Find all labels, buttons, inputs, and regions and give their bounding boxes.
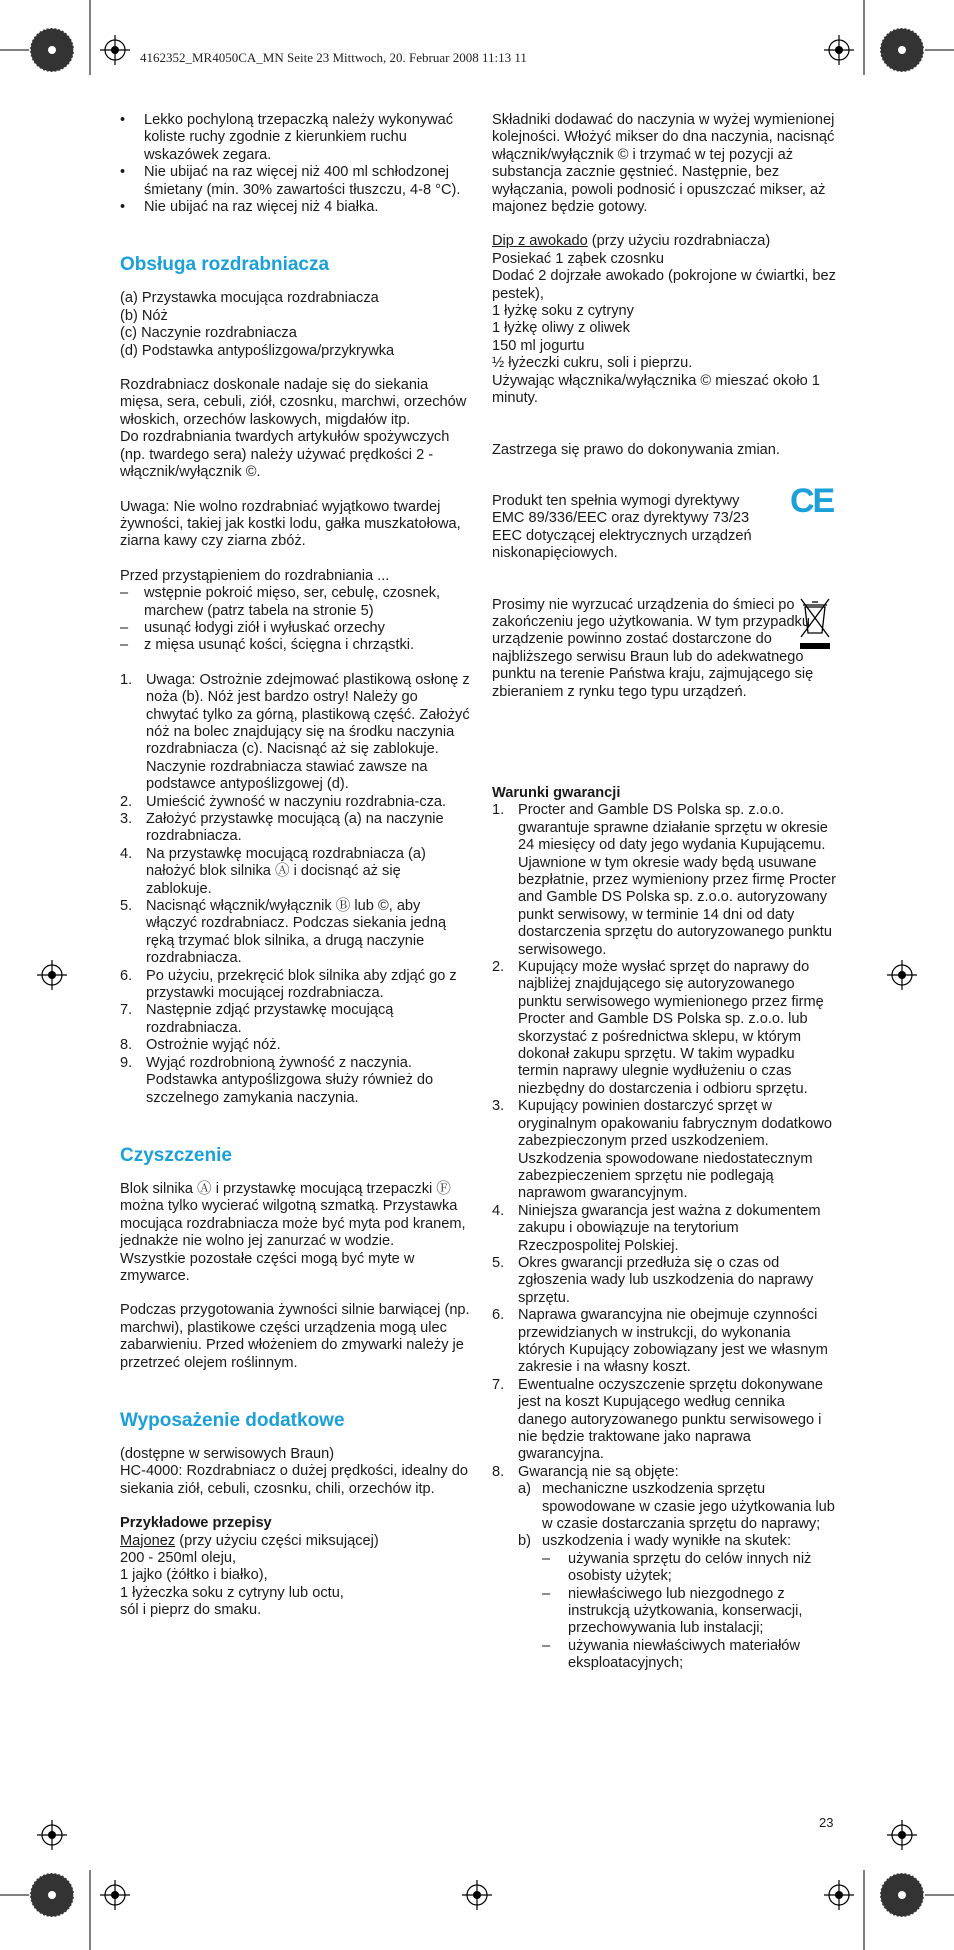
list-item: 8. Ostrożnie wyjąć nóż. [120,1037,281,1054]
left-column [120,112,470,1620]
recipe-line: Dodać 2 dojrzałe awokado (pokrojone w ćwiartki, bez pestek), [492,268,836,302]
print-header: 4162352_MR4050CA_MN Seite 23 Mittwoch, 20. Februar 2008 11:13 11 [140,50,527,65]
list-item: – wstępnie pokroić mięso, ser, cebulę, czosnek, marchew (patrz tabela na stronie 5) [120,585,470,620]
list-item: 9. Wyjąć rozdrobnioną żywność z naczynia. Podstawka antypoślizgowa służy również do szczelnego zamykania naczynia. [120,1054,434,1106]
paragraph: Podczas przygotowania żywności silnie barwiącej (np. marchwi), plastikowe części urządzenia mogą ulec zabarwieniu. Przed włożeniem do zmywarki należy je przetrzeć olejem roślinnym. [120,1302,470,1371]
list-item: – niewłaściwego lub niezgodnego z instrukcją użytkowania, konserwacji, przechowywania lub instalacji; [542,1586,837,1638]
recipe-heading: Majonez (przy użyciu części miksującej) [120,1532,379,1549]
list-item: 2. Umieścić żywność w naczyniu rozdrabnia-cza. [120,793,447,810]
recipe-line: ½ łyżeczki cukru, soli i pieprzu. [492,355,693,372]
list-item: 6. Naprawa gwarancyjna nie obejmuje czynności przewidzianych w instrukcji, do wykonania których Kupujący zobowiązany jest we własnym zakresie i na własny koszt. [492,1307,828,1376]
part-label: (b) Nóż [120,307,168,324]
list-item: • Lekko pochyloną trzepaczką należy wykonywać koliste ruchy zgodnie z kierunkiem ruchu wskazówek zegara. [120,112,470,164]
ce-block [492,481,837,563]
recipe-line: sól i pieprz do smaku. [120,1602,262,1619]
recipe-line: 200 - 250ml oleju, [120,1550,237,1566]
steps-list [120,672,470,1107]
part-label: (a) Przystawka mocująca rozdrabniacza [120,290,379,307]
list-item: 5. Nacisnąć włącznik/wyłącznik Ⓑ lub ©, aby włączyć rozdrabniacz. Podczas siekania jedną ręką trzymać blok silnika, a drugą naczynie rozdrabniacza. [120,898,447,967]
list-item: 1. Procter and Gamble DS Polska sp. z.o.o. gwarantuje sprawne działanie sprzętu w okresie 24 miesięcy od daty jego wydania Kupującemu. Ujawnione w tym okresie wady będą usuwane bezpłatnie, przez wymieniony przez firmę Procter and Gamble DS Polska sp. z.o.o. autoryzowany punkt serwisowy, w terminie 14 dni od daty dostarczenia sprzętu do autoryzowanego punktu serwisowego. [492,802,836,958]
paragraph: Wszystkie pozostałe części mogą być myte w zmywarce. [120,1250,415,1284]
recipe-line: 150 ml jogurtu [492,337,585,354]
list-item: 2. Kupujący może wysłać sprzęt do naprawy do najbliżej znajdującego się autoryzowanego punktu serwisowego wymienionego przez firmę Procter and Gamble DS Polska sp. z.o.o. lub skorzystać z pośrednictwa sklepu, w którym dokonał zakupu sprzętu. W takim wypadku termin naprawy ulegnie wydłużeniu o czas niezbędny do dostarczenia i odbioru sprzętu. [492,959,824,1097]
list-item: 6. Po użyciu, przekręcić blok silnika aby zdjąć go z przystawki mocującej rozdrabniacza. [120,967,457,1002]
list-item: – usunąć łodygi ziół i wyłuskać orzechy [120,620,470,637]
ce-text: Produkt ten spełnia wymogi dyrektywy EMC 89/336/EEC oraz dyrektywy 73/23 EEC dotyczącej elektrycznych urządzeń niskonapięciowych. [492,492,752,562]
list-item: 3. Założyć przystawkę mocującą (a) na naczynie rozdrabniacza. [120,811,444,845]
weee-text: Prosimy nie wyrzucać urządzenia do śmieci po zakończeniu jego użytkowania. W tym przypadku urządzenie powinno zostać dostarczone do najbliższego serwisu Braun lub do adekwatnego punktu na terenie Państwa kraju, zajmującego się zbieraniem z rynku tego typu urządzeń. [492,596,814,700]
list-item: 7. Ewentualne oczyszczenie sprzętu dokonywane jest na koszt Kupującego według cennika danego autoryzowanego punktu serwisowego i nie będzie traktowane jako naprawa gwarancyjna. [492,1376,824,1463]
weee-block [492,597,837,701]
list-item: 4. Niniejsza gwarancja jest ważna z dokumentem zakupu i obowiązuje na terytorium Rzeczpospolitej Polskiej. [492,1202,821,1254]
list-item: • Nie ubijać na raz więcej niż 400 ml schłodzonej śmietany (min. 30% zawartości tłuszczu, 4-8 °C). [120,164,470,199]
page-number: 23 [819,1815,834,1830]
list-item: 1. Uwaga: Ostrożnie zdejmować plastikową osłonę z noża (b). Nóż jest bardzo ostry! Należy go chwytać tylko za górną, plastikową część. Założyć nóż na bolec znajdujący się na środku naczynia rozdrabniacza (c). Nacisnąć aż się zablokuje. Naczynie rozdrabniacza stawiać zawsze na podstawce antypoślizgowej (d). [120,671,470,793]
paragraph: Składniki dodawać do naczynia w wyżej wymienionej kolejności. Włożyć mikser do dna naczynia, nacisnąć włącznik/wyłącznik © i trzymać w tej pozycji aż substancja zacznie gęstnieć. Następnie, bez wyłączania, powoli podnosić i opuszczać mikser, aż majonez będzie gotowy. [492,112,835,216]
warning-paragraph: Uwaga: Nie wolno rozdrabniać wyjątkowo twardej żywności, takiej jak kostki lodu, gałka muszkatołowa, ziarna kawy czy ziarna zbóż. [120,498,461,550]
list-item: 5. Okres gwarancji przedłuża się o czas od zgłoszenia wady lub uszkodzenia do naprawy sprzętu. [492,1254,814,1306]
ce-mark-icon: CE [790,481,834,520]
prep-list [120,585,470,655]
list-item: 3. Kupujący powinien dostarczyć sprzęt w oryginalnym opakowaniu fabrycznym dodatkowo zabezpieczonym przed uszkodzeniem. Uszkodzenia spowodowane niedostatecznym zabezpieczeniem sprzętu nie podlegają naprawom gwarancyjnym. [492,1098,832,1202]
paragraph: (dostępne w serwisowych Braun) [120,1445,335,1462]
sub-item: b) uszkodzenia i wady wynikłe na skutek: – używania sprzętu do celów innych niż osobisty użytek; – niewłaściwego lub niezgodnego z instrukcją użytkowania, konserwacji, przechowywania lub instalacji; – używania niewłaściwych materiałów eksploatacyjnych; [518,1533,837,1672]
recipes-title: Przykładowe przepisy [120,1515,272,1532]
list-item: 8. Gwarancją nie są objęte: a) mechaniczne uszkodzenia sprzętu spowodowane w czasie jego użytkowania lub w czasie dostarczania sprzętu do naprawy; b) uszkodzenia i wady wynikłe na skutek: – używania sprzętu do celów innych niż osobisty użytek; – niewłaściwego lub niezgodnego z instrukcją użytkowania, konserwacji, przechowywania lub instalacji; – używania niewłaściwych materiałów eksploatacyjnych; [492,1464,837,1673]
warranty-title: Warunki gwarancji [492,784,621,801]
list-item: – używania sprzętu do celów innych niż osobisty użytek; [542,1551,837,1586]
part-label: (d) Podstawka antypoślizgowa/przykrywka [120,342,395,359]
recipe-line: 1 jajko (żółtko i białko), [120,1567,268,1584]
section-title-accessories: Wyposażenie dodatkowe [120,1409,345,1431]
recipe-line: Posiekać 1 ząbek czosnku [492,250,664,267]
recipe-line: 1 łyżeczka soku z cytryny lub octu, [120,1584,344,1601]
paragraph: Rozdrabniacz doskonale nadaje się do siekania mięsa, sera, cebuli, ziół, czosnku, marchwi, orzechów włoskich, orzechów laskowych, migdałów itp. [120,377,467,428]
paragraph: HC-4000: Rozdrabniacz o dużej prędkości, idealny do siekania ziół, cebuli, czosnku, chili, orzechów itp. [120,1463,469,1497]
whisk-tips-list [120,112,470,216]
sub-list [542,1551,837,1673]
warranty-list [492,802,837,1672]
paragraph: Przed przystąpieniem do rozdrabniania ... [120,567,390,584]
right-column [492,112,837,1673]
list-item: – używania niewłaściwych materiałów eksploatacyjnych; [542,1638,837,1673]
list-item: 7. Następnie zdjąć przystawkę mocującą rozdrabniacza. [120,1002,394,1036]
rights-notice: Zastrzega się prawo do dokonywania zmian. [492,441,780,458]
paragraph: Do rozdrabniania twardych artykułów spożywczych (np. twardego sera) należy używać prędkości 2 -włącznik/wyłącznik ©. [120,429,450,481]
recipe-line: Używając włącznika/wyłącznika © mieszać około 1 minuty. [492,372,820,407]
sub-item: a) mechaniczne uszkodzenia sprzętu spowodowane w czasie jego użytkowania lub w czasie dostarczania sprzętu do naprawy; [518,1481,835,1533]
list-item: 4. Na przystawkę mocującą rozdrabniacza (a) nałożyć blok silnika Ⓐ i docisnąć aż się zablokuje. [120,845,426,897]
part-label: (c) Naczynie rozdrabniacza [120,325,297,342]
list-item: – z mięsa usunąć kości, ścięgna i chrząstki. [120,637,470,654]
recipe-line: 1 łyżkę oliwy z oliwek [492,320,630,337]
list-item: • Nie ubijać na raz więcej niż 4 białka. [120,199,470,216]
section-title-chopper: Obsługa rozdrabniacza [120,254,330,276]
recipe-heading: Dip z awokado (przy użyciu rozdrabniacza) [492,233,771,250]
recipe-line: 1 łyżkę soku z cytryny [492,303,634,320]
section-title-cleaning: Czyszczenie [120,1144,232,1166]
paragraph: Blok silnika Ⓐ i przystawkę mocującą trzepaczki Ⓕ można tylko wycierać wilgotną szmatką. Przystawka mocująca rozdrabniacza może być myta pod kranem, jednakże nie wolno jej zanurzać w wodzie. [120,1180,466,1250]
crossed-bin-icon [797,597,833,653]
